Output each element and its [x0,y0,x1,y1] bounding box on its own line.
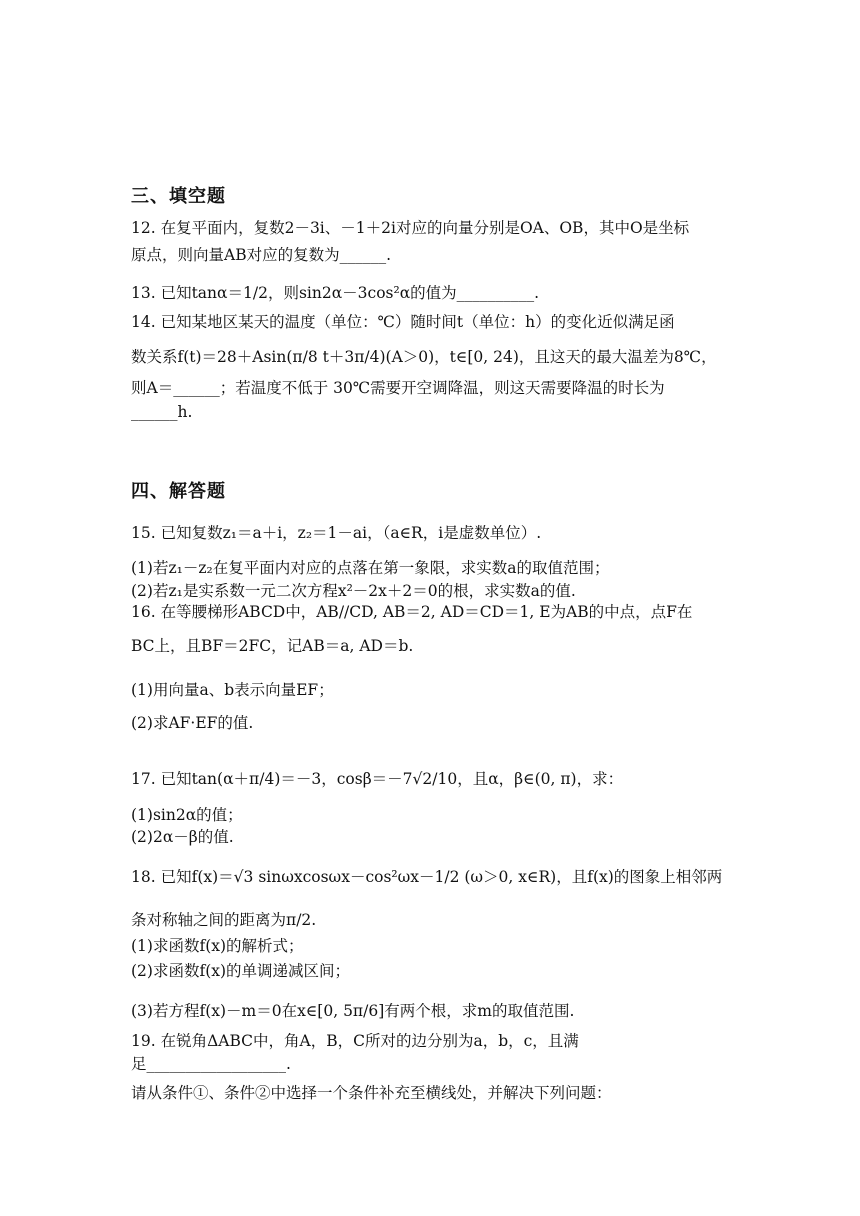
question-17-line-1: 17. 已知tan(α＋π/4)＝－3，cosβ＝－7√2/10，且α，β∈(0, π)，求： [131,770,624,788]
question-17-line-3: (2)2α－β的值. [131,828,234,846]
question-14-line-1: 14. 已知某地区某天的温度（单位：℃）随时间t（单位：h）的变化近似满足函 [131,313,675,331]
question-15-line-2: (1)若z₁－z₂在复平面内对应的点落在第一象限，求实数a的取值范围； [131,559,610,577]
question-18-line-5: (3)若方程f(x)－m＝0在x∈[0, 5π/6]有两个根，求m的取值范围. [131,1002,575,1020]
question-12-line-2: 原点，则向量AB对应的复数为______. [131,246,392,264]
section-heading-fill-in: 三、填空题 [131,186,226,207]
question-19-line-3: 请从条件①、条件②中选择一个条件补充至横线处，并解决下列问题： [131,1084,612,1102]
question-14-line-4: ______h. [131,403,193,421]
question-14-line-3: 则A＝______；若温度不低于 30℃需要开空调降温，则这天需要降温的时长为 [131,379,665,397]
question-19-line-1: 19. 在锐角ΔABC中，角A，B，C所对的边分别为a，b，c，且满 [131,1032,579,1050]
question-16-line-2: BC上，且BF＝2FC，记AB＝a, AD＝b. [131,637,414,655]
question-19-line-2: 足__________________. [131,1055,291,1073]
question-13-line-1: 13. 已知tanα＝1/2，则sin2α－3cos²α的值为__________. [131,284,540,302]
question-17-line-2: (1)sin2α的值； [131,806,243,824]
question-16-line-3: (1)用向量a、b表示向量EF； [131,681,334,699]
question-14-line-2: 数关系f(t)＝28＋Asin(π/8 t＋3π/4)(A＞0)，t∈[0, 24)，且这天的最大温差为8℃， [131,348,717,366]
question-18-line-4: (2)求函数f(x)的单调递减区间； [131,962,351,980]
section-heading-answer: 四、解答题 [131,481,226,502]
question-12-line-1: 12. 在复平面内，复数2－3i、－1＋2i对应的向量分别是OA、OB，其中O是坐标 [131,219,690,237]
question-18-line-3: (1)求函数f(x)的解析式； [131,937,304,955]
question-15-line-1: 15. 已知复数z₁＝a＋i，z₂＝1－ai，（a∈R，i是虚数单位）. [131,524,542,542]
question-16-line-4: (2)求AF·EF的值. [131,714,254,732]
question-16-line-1: 16. 在等腰梯形ABCD中，AB//CD, AB＝2, AD＝CD＝1, E为AB的中点，点F在 [131,603,693,621]
question-18-line-2: 条对称轴之间的距离为π/2. [131,911,317,929]
question-15-line-3: (2)若z₁是实系数一元二次方程x²－2x＋2＝0的根，求实数a的值. [131,582,576,600]
question-18-line-1: 18. 已知f(x)＝√3 sinωxcosωx－cos²ωx－1/2 (ω＞0, x∈R)，且f(x)的图象上相邻两 [131,868,723,886]
